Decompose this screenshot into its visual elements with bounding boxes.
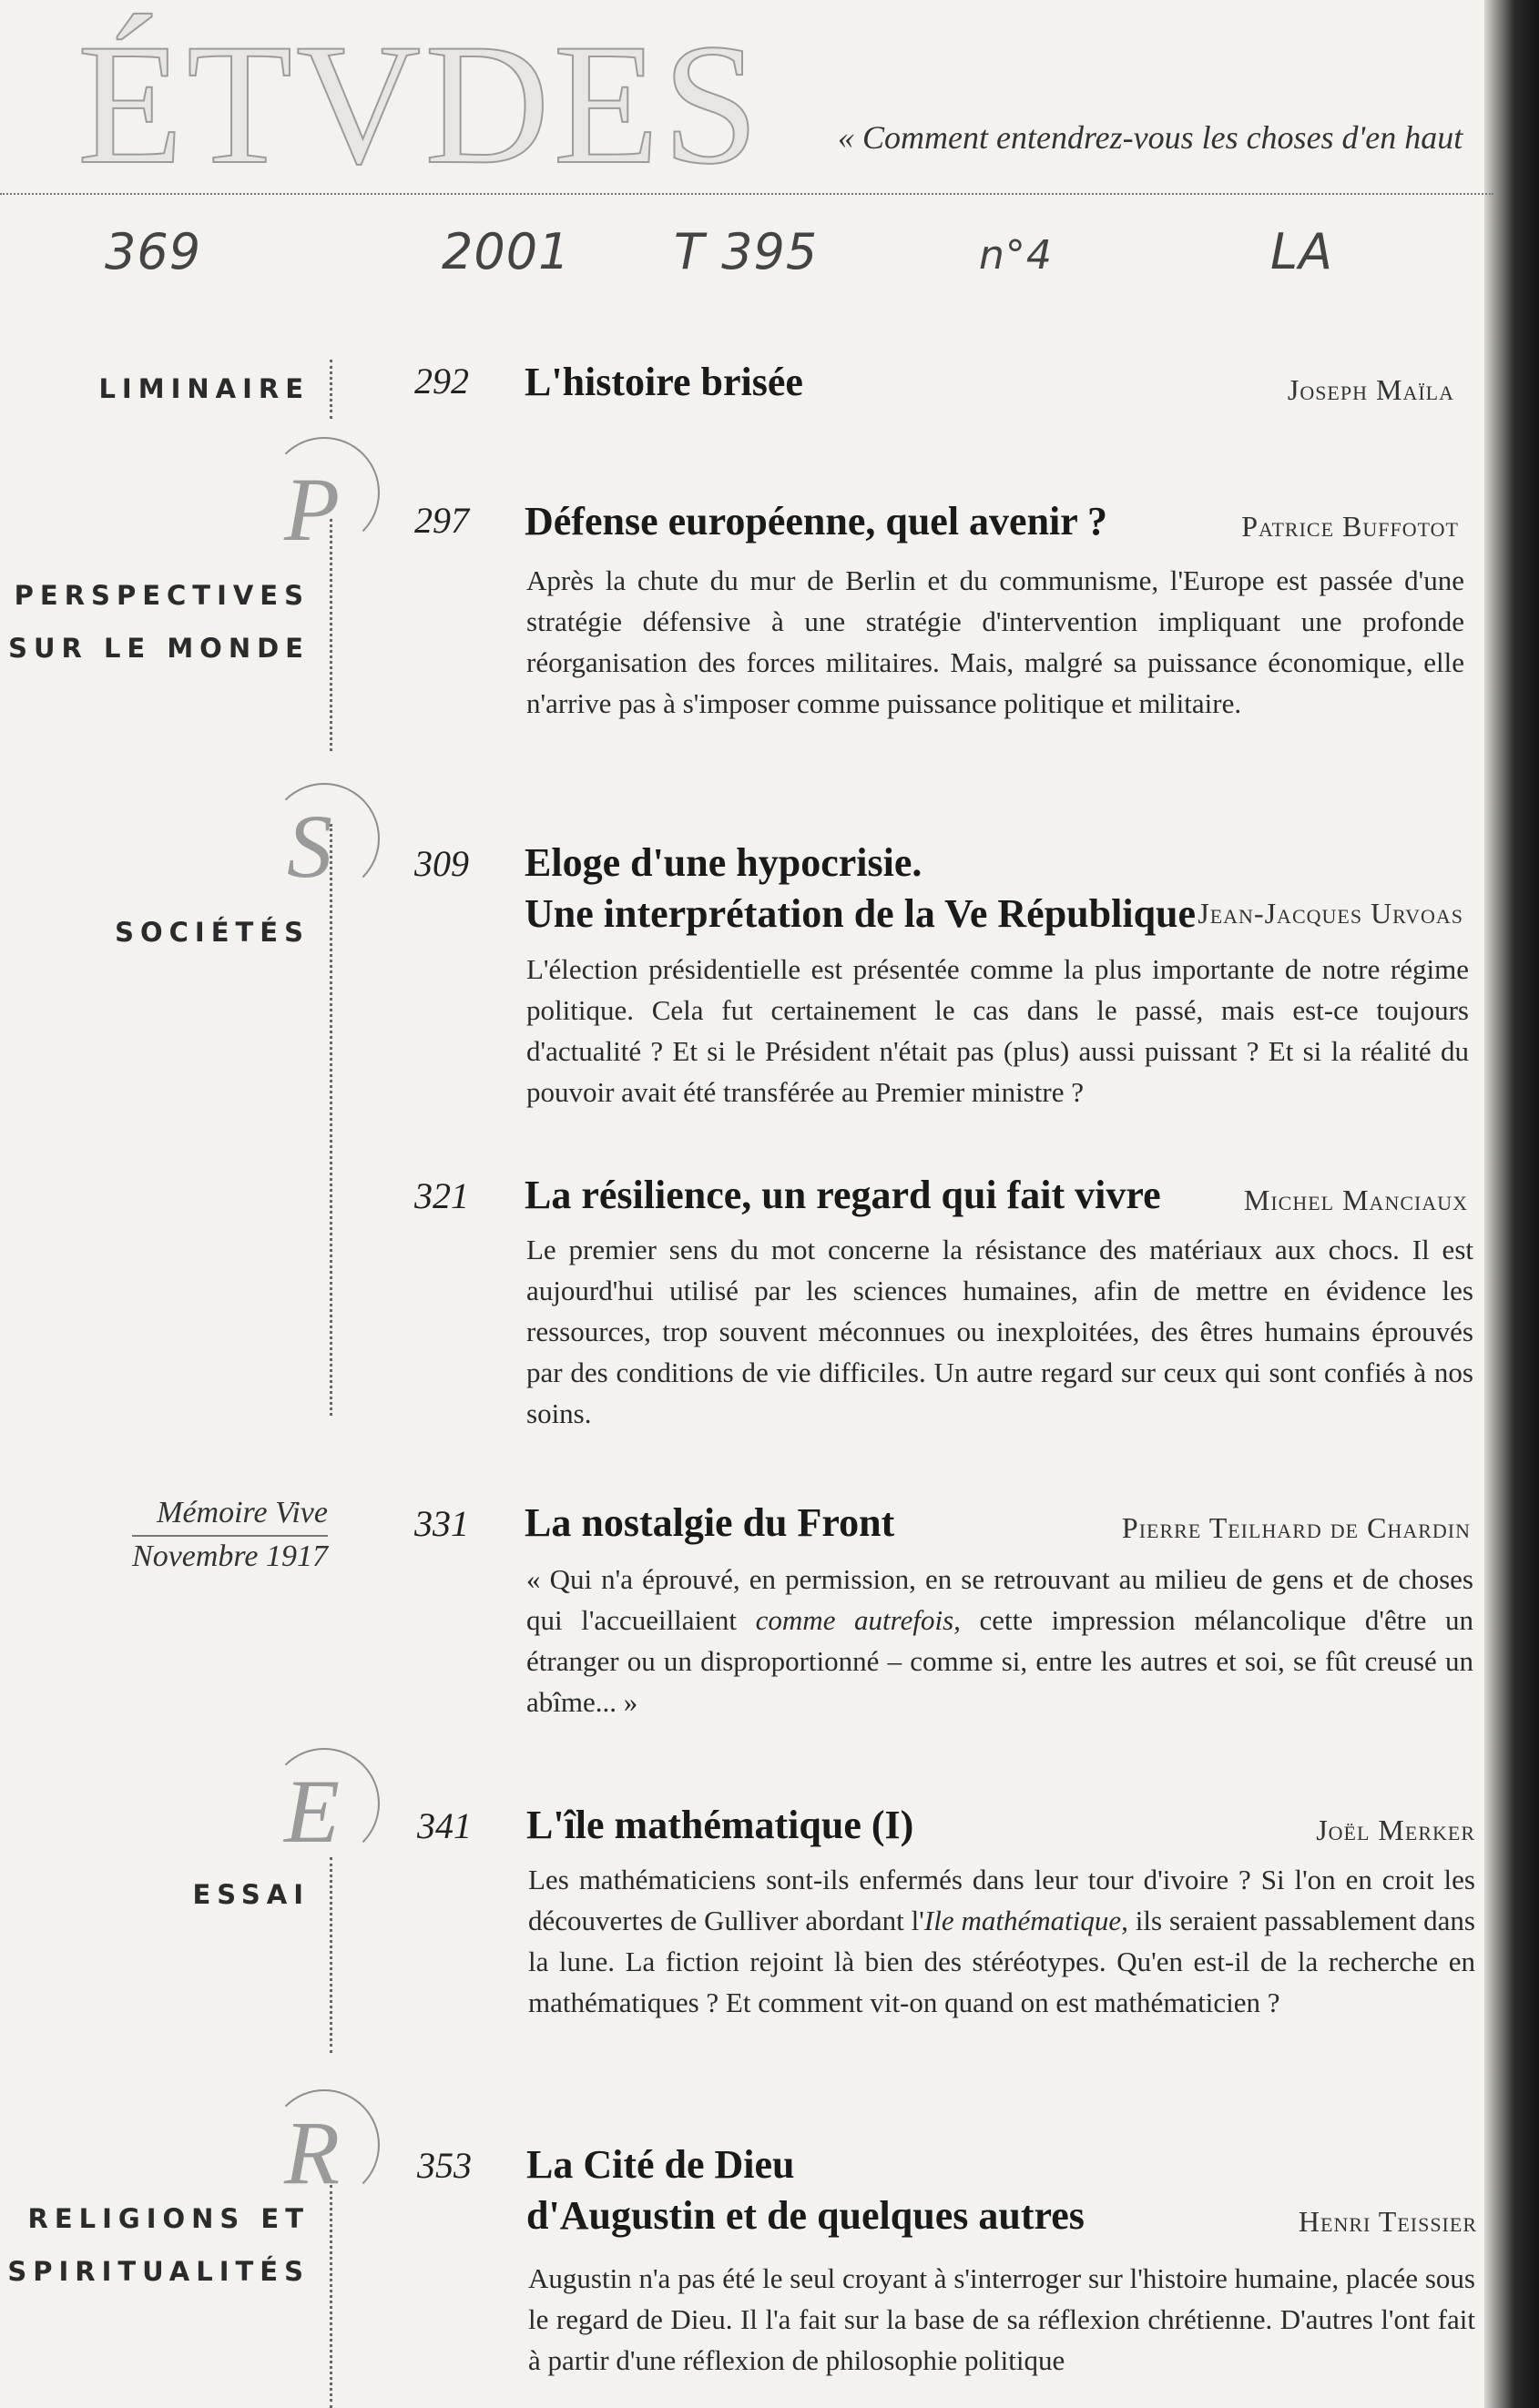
section-label-perspectives [8,569,310,675]
article-abstract [526,1559,1473,1722]
page-number: 292 [414,361,469,401]
section-label-line: SPIRITUALITÉS [7,2256,310,2287]
abstract-text: Les mathématiciens sont-ils enfermés dans leur tour d'ivoire ? Si l'on en croit les découvertes de Gulliver abordant l' [528,1864,1475,1936]
section-label-liminaire: LIMINAIRE [98,373,310,404]
page-number: 341 [417,1805,472,1846]
section-separator [330,1857,332,2053]
handwritten-note: LA [1270,223,1334,280]
section-separator [330,360,332,419]
page-number: 353 [417,2145,472,2186]
section-label-essai: ESSAI [192,1879,310,1910]
page-edge-shadow [1484,0,1539,2408]
article-abstract: Après la chute du mur de Berlin et du communisme, l'Europe est passée d'une stratégie défensive à une stratégie d'intervention impliquant une profonde réorganisation des forces militaires. Mais, malgré sa puissance économique, elle n'arrive pas à s'imposer comme puissance politique et militaire. [526,564,1464,719]
article-author: Joël Merker [1316,1814,1475,1846]
section-label-line: RELIGIONS ET [27,2203,310,2234]
abstract-emphasis: Ile mathématique, [923,1905,1128,1936]
section-label-line: PERSPECTIVES [14,580,310,611]
article-abstract [528,1859,1475,2023]
journal-title: ÉTVDES [77,9,763,200]
handwritten-note: 2001 [442,223,571,280]
article-abstract: L'élection présidentielle est présentée comme la plus importante de notre régime politique. Cela fut certainement le cas dans le passé, mais est-ce toujours d'actualité ? Et si le Président n'était pas (plus) aussi puissant ? Et si la réalité du pouvoir avait été transférée au Premier ministre ? [526,953,1469,1108]
article-title: L'histoire brisée [525,360,803,404]
article-title-line: Eloge d'une hypocrisie. [525,840,922,885]
section-separator [330,824,332,1416]
article-author: Pierre Teilhard de Chardin [1121,1511,1471,1544]
article-title [526,2139,1085,2241]
article-author: Michel Manciaux [1243,1184,1468,1216]
article-title [525,838,1196,940]
initial-e: E [284,1761,341,1862]
masthead-divider [0,193,1493,195]
handwritten-note: n°4 [979,232,1053,279]
article-abstract: Augustin n'a pas été le seul croyant à s'interroger sur l'histoire humaine, placée sous le regard de Dieu. Il l'a fait sur la base de sa réflexion chrétienne. D'autres l'ont fait à partir d'une réflexion de philosophie politique [528,2262,1475,2376]
article-title-line: Une interprétation de la Ve République [525,891,1197,936]
article-title: Défense européenne, quel avenir ? [525,499,1107,544]
article-author: Jean-Jacques Urvoas [1198,897,1463,930]
article-title: L'île mathématique (I) [526,1803,914,1847]
abstract-text: cette impression mélancolique d'être un étranger ou un disproportionné – comme si, entre les autres et soi, se fût creusé un abîme... » [526,1604,1473,1718]
article-title: La résilience, un regard qui fait vivre [525,1173,1161,1217]
handwritten-note: T 395 [674,223,819,280]
initial-s: S [287,796,332,897]
article-abstract: Le premier sens du mot concerne la résistance des matériaux aux chocs. Il est aujourd'hui utilisé par les sciences humaines, afin de mettre en évidence les ressources, trop souvent méconnues ou inexploitées, des êtres humains éprouvés par des conditions de vie difficiles. Un autre regard sur ceux qui sont confiés à nos soins. [526,1234,1473,1429]
page-number: 309 [414,843,469,884]
article-title: La nostalgie du Front [525,1500,895,1545]
handwritten-note: 369 [105,223,202,280]
section-label-religions [7,2192,310,2298]
memoire-line1: Mémoire Vive [132,1493,328,1537]
article-title-line: d'Augustin et de quelques autres [526,2193,1085,2238]
article-author: Patrice Buffotot [1241,510,1459,543]
section-label-line: SUR LE MONDE [8,633,310,664]
abstract-emphasis: comme autrefois, [755,1604,961,1636]
section-separator [330,2185,332,2408]
memoire-vive-label [132,1493,328,1577]
page-number: 321 [414,1175,469,1216]
article-title-line: La Cité de Dieu [526,2142,795,2187]
abstract-text: ils seraient passablement dans la lune. La fiction rejoint là bien des stéréotypes. Qu'en est-il de la recherche en mathématiques ? Et comment vit-on quand on est mathématicien ? [528,1905,1475,2018]
initial-r: R [284,2102,341,2203]
article-author: Joseph Maïla [1287,373,1454,406]
page-number: 297 [414,500,469,541]
page-number: 331 [414,1503,469,1544]
initial-p: P [284,459,341,560]
journal-motto: « Comment entendrez-vous les choses d'en haut [838,119,1463,156]
memoire-line2: Novembre 1917 [132,1539,328,1573]
abstract-text: « Qui n'a éprouvé, en permission, en se retrouvant au milieu de gens et de choses qui l'accueillaient [526,1563,1473,1636]
section-label-societes: SOCIÉTÉS [115,917,310,948]
article-author: Henri Teissier [1298,2205,1477,2238]
